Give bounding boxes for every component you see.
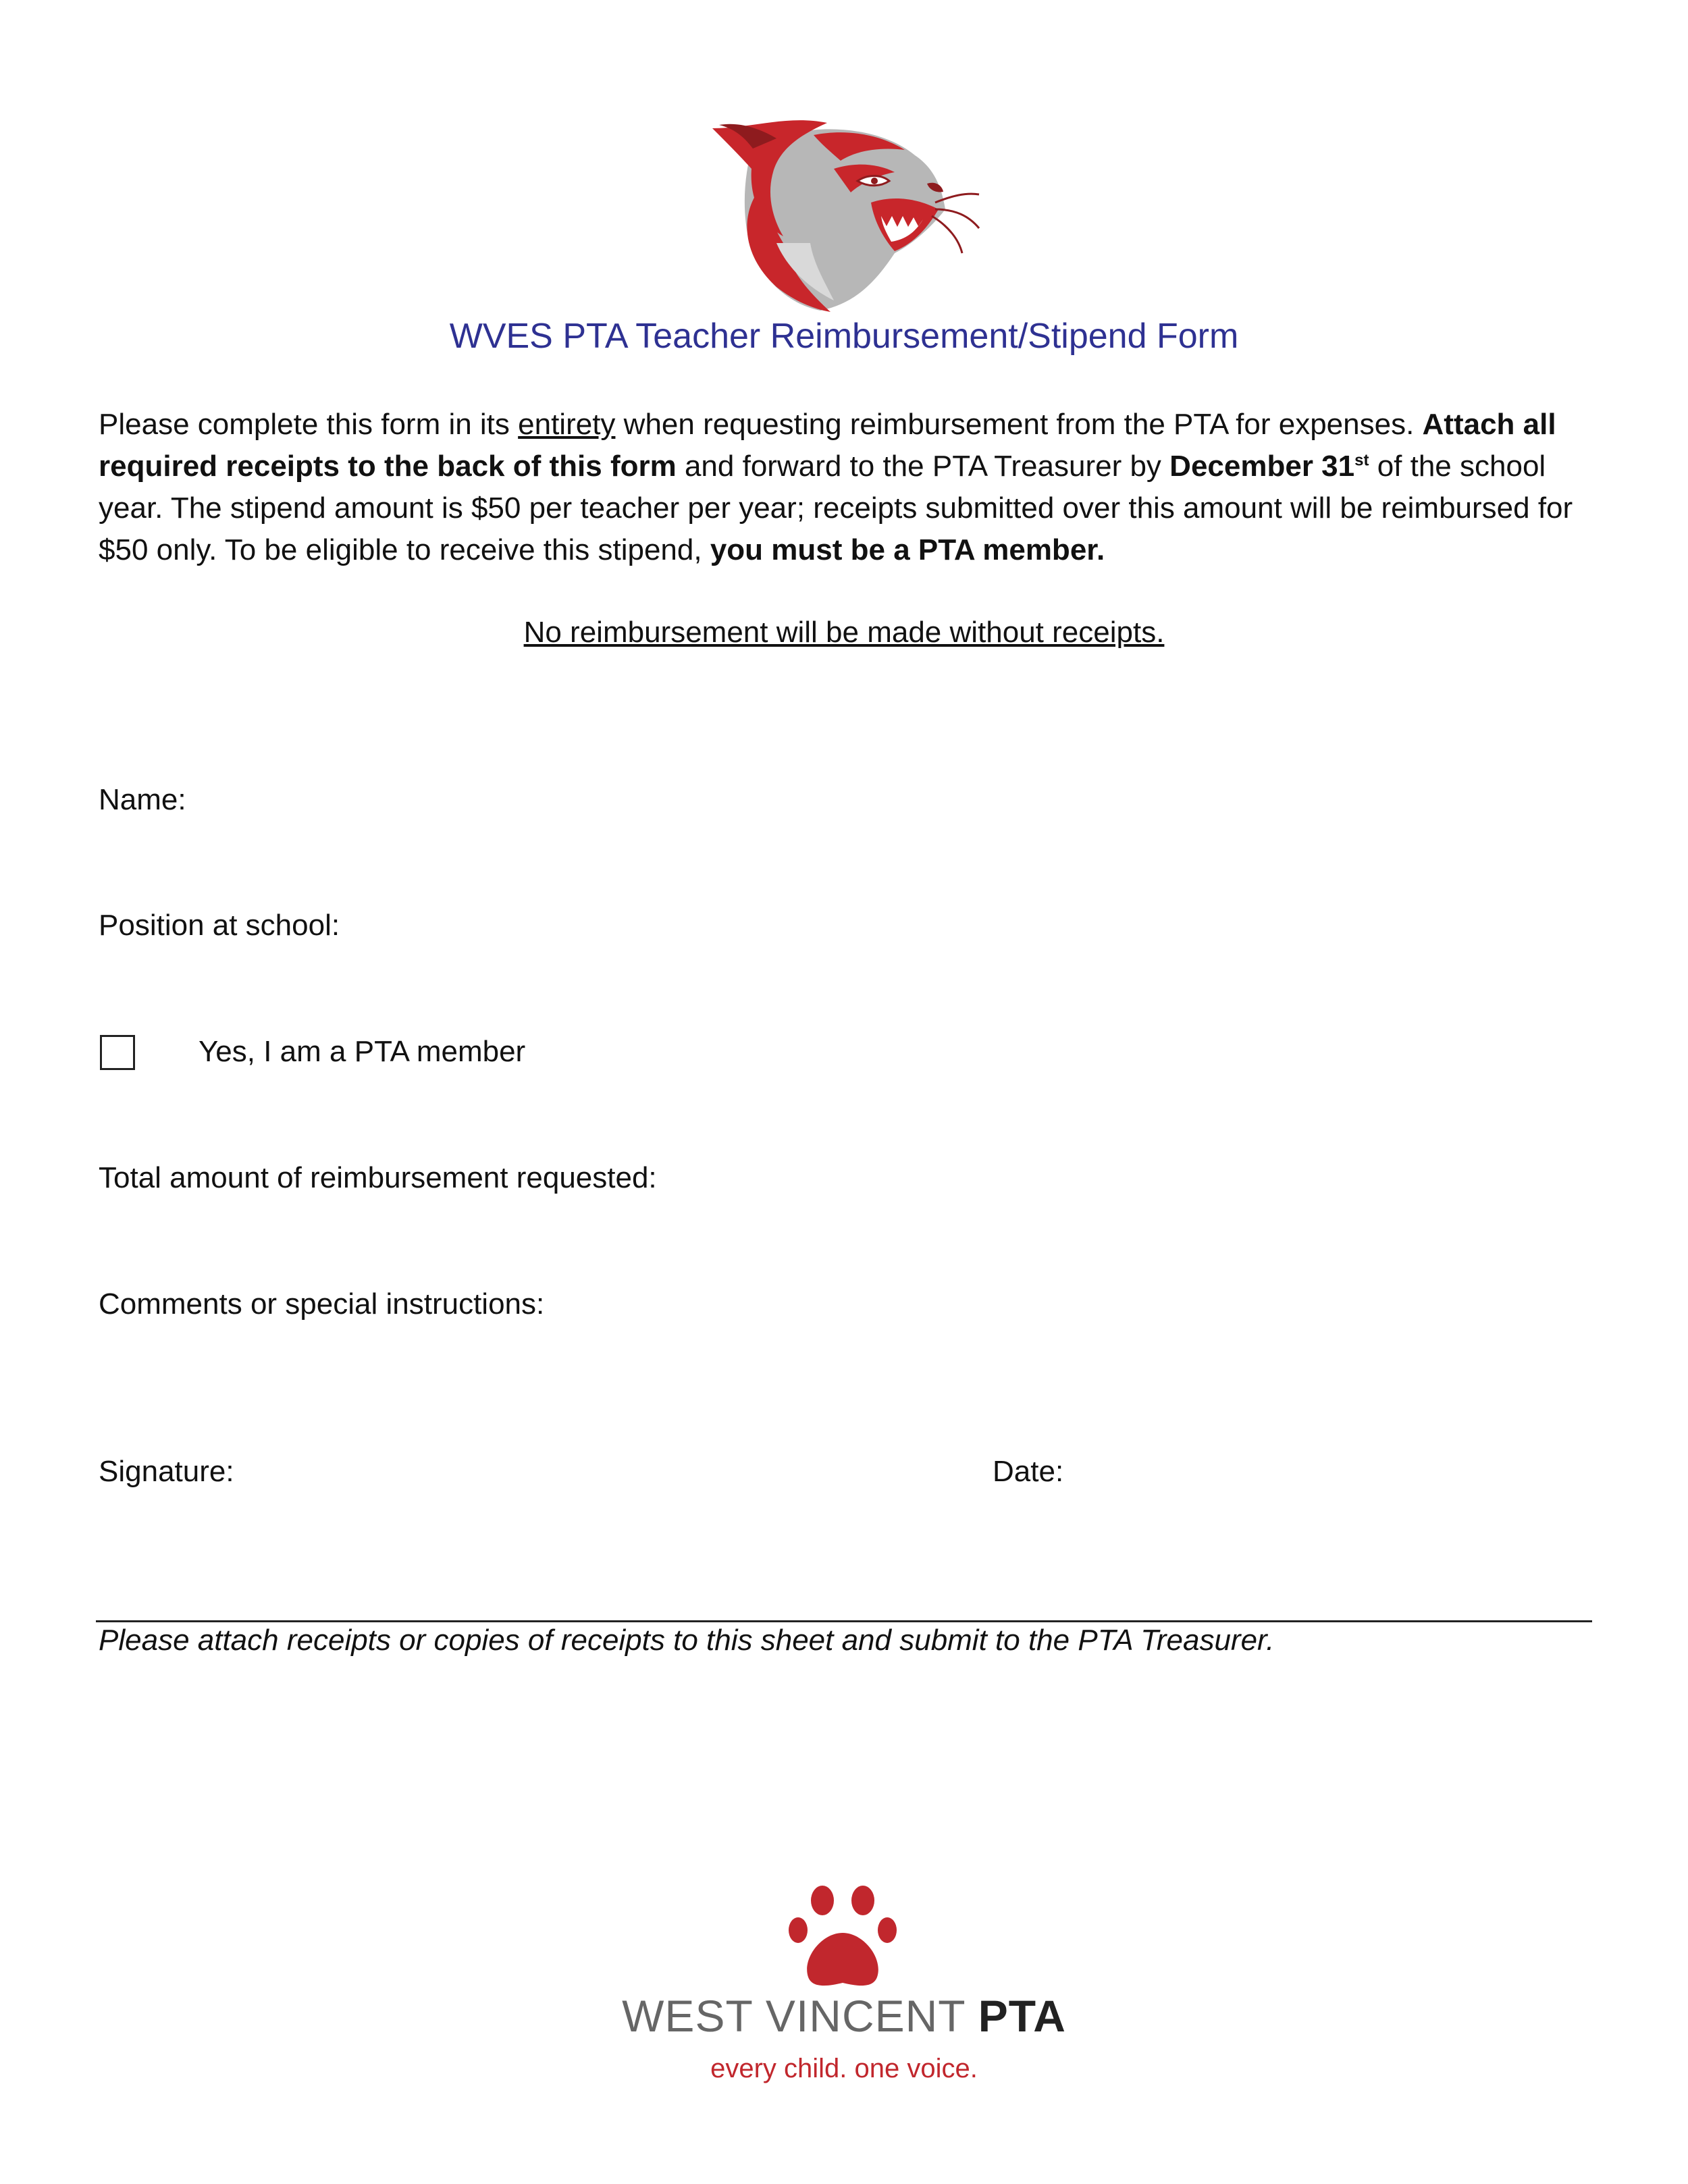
deadline-text: December 31 — [1169, 450, 1355, 483]
intro-text-4: of the school year. The stipend amount is $50 per teacher per year; receipts submitted over this amount will be reimbursed for $50 only. To be eligible to receive this stipend, — [99, 450, 1573, 566]
receipts-warning: No reimbursement will be made without receipts. — [523, 616, 1165, 649]
total-amount-label: Total amount of reimbursement requested: — [99, 1161, 657, 1194]
deadline-superscript: st — [1354, 451, 1369, 470]
intro-text-3: and forward to the PTA Treasurer by — [676, 450, 1170, 483]
organization-name — [0, 1990, 1688, 2042]
footer-note: Please attach receipts or copies of receipts to this sheet and submit to the PTA Treasurer. — [99, 1624, 1275, 1657]
signature-label: Signature: — [99, 1455, 234, 1488]
comments-label: Comments or special instructions: — [99, 1287, 545, 1321]
pta-member-checkbox[interactable] — [100, 1035, 135, 1070]
pta-member-checkbox-label: Yes, I am a PTA member — [199, 1035, 526, 1068]
date-label: Date: — [993, 1455, 1064, 1488]
organization-tagline: every child. one voice. — [710, 2054, 978, 2083]
org-name-pta: PTA — [978, 1991, 1066, 2041]
footer-divider — [96, 1620, 1592, 1622]
intro-bold-attach: Attach all required receipts to the back of this form — [99, 408, 1556, 483]
intro-bold-deadline — [1169, 450, 1369, 483]
org-name-text: WEST VINCENT — [622, 1991, 978, 2041]
form-title: WVES PTA Teacher Reimbursement/Stipend Form — [449, 317, 1239, 356]
name-label: Name: — [99, 783, 186, 816]
wildcat-mascot-logo — [712, 108, 982, 314]
intro-bold-member: you must be a PTA member. — [710, 533, 1105, 566]
intro-text-1: Please complete this form in its — [99, 408, 519, 441]
intro-paragraph — [99, 404, 1611, 571]
intro-text-2: when requesting reimbursement from the PTA for expenses. — [615, 408, 1423, 441]
paw-print-icon — [789, 1886, 897, 1991]
intro-underline-entirety: entirety — [518, 408, 616, 441]
position-label: Position at school: — [99, 909, 340, 942]
